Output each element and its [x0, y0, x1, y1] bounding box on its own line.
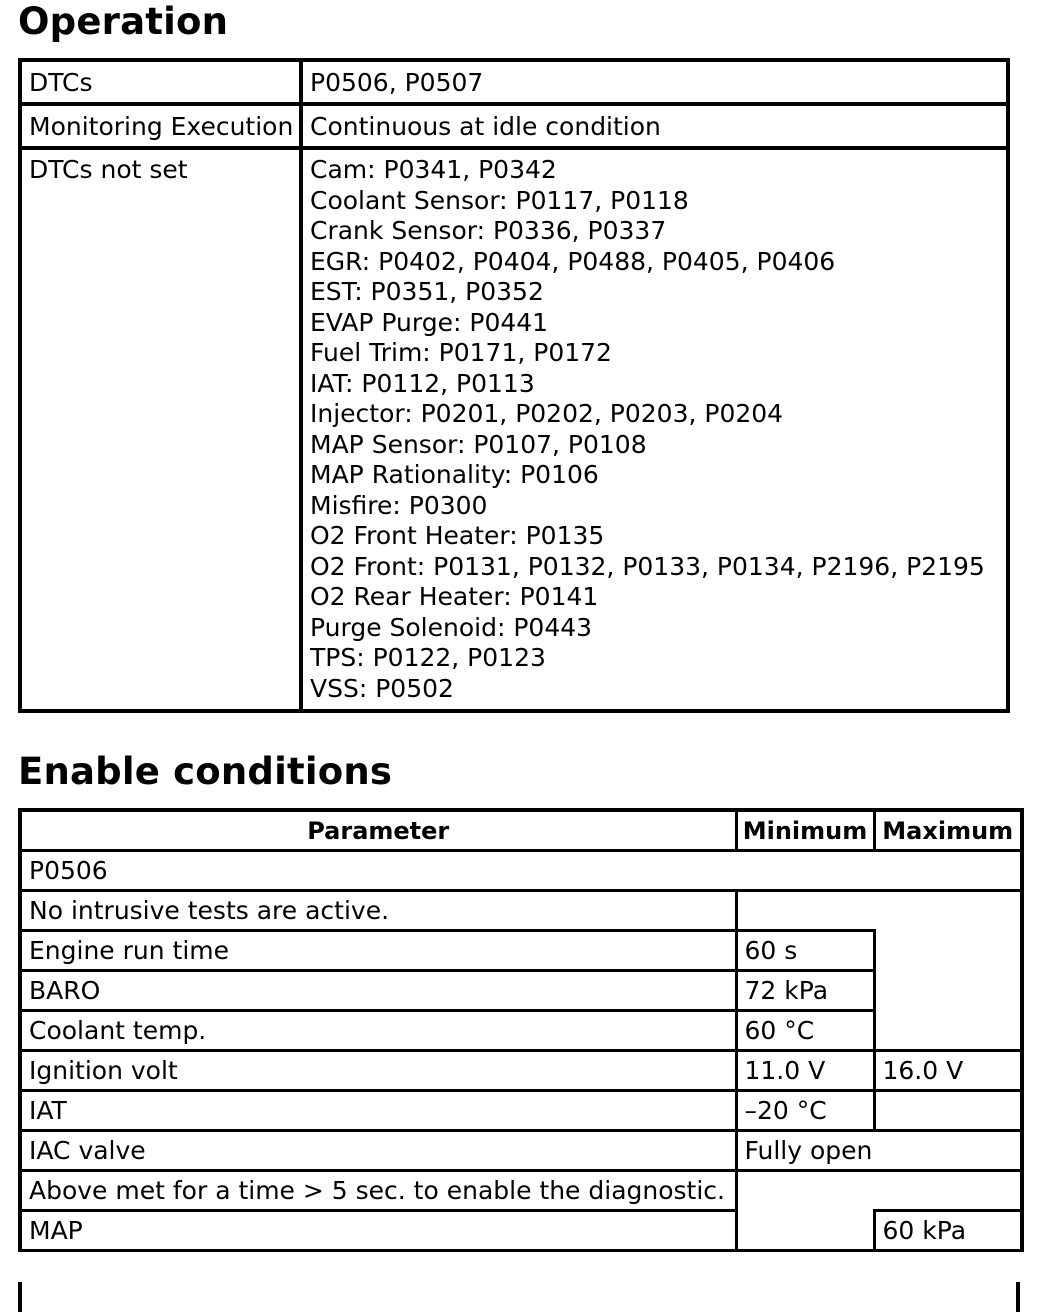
minimum-header: Minimum	[736, 810, 874, 851]
table-row	[20, 148, 1008, 711]
table-row	[20, 1091, 1022, 1131]
dtcs-not-set-list	[301, 148, 1008, 711]
table-continuation-left-border	[18, 1282, 22, 1312]
table-row	[20, 971, 1022, 1011]
param-cell: Coolant temp.	[20, 1011, 736, 1051]
table-row	[20, 60, 1008, 104]
maximum-header: Maximum	[874, 810, 1022, 851]
list-item: MAP Sensor: P0107, P0108	[310, 429, 647, 459]
list-item: Purge Solenoid: P0443	[310, 612, 593, 642]
table-row	[20, 931, 1022, 971]
table-row	[20, 1211, 1022, 1251]
param-cell: IAT	[20, 1091, 736, 1131]
empty-cell	[874, 1091, 1022, 1131]
min-cell: 60 s	[736, 931, 874, 971]
list-item: TPS: P0122, P0123	[310, 643, 546, 672]
dtcs-not-set-label: DTCs not set	[20, 148, 301, 711]
min-cell: 60 °C	[736, 1011, 874, 1051]
list-item: IAT: P0112, P0113	[310, 368, 535, 398]
list-item: O2 Rear Heater: P0141	[310, 582, 599, 611]
param-cell: Engine run time	[20, 931, 736, 971]
empty-cell	[874, 931, 1022, 971]
list-item: Misfire: P0300	[310, 490, 488, 520]
table-row	[20, 1051, 1022, 1091]
list-item: EVAP Purge: P0441	[310, 307, 549, 337]
list-item: Injector: P0201, P0202, P0203, P0204	[310, 399, 784, 428]
enable-conditions-table	[18, 808, 1024, 1252]
dtcs-value: P0506, P0507	[301, 60, 1008, 104]
header-row	[20, 810, 1022, 851]
list-item: Crank Sensor: P0336, P0337	[310, 216, 667, 245]
max-cell: 16.0 V	[874, 1051, 1022, 1091]
param-cell: Above met for a time > 5 sec. to enable the diagnostic.	[20, 1171, 736, 1211]
dtcs-label: DTCs	[20, 60, 301, 104]
table-row	[20, 1131, 1022, 1171]
list-item: EST: P0351, P0352	[310, 277, 544, 306]
list-item: Fuel Trim: P0171, P0172	[310, 338, 612, 367]
table-row	[20, 1171, 1022, 1211]
min-cell: 11.0 V	[736, 1051, 874, 1091]
param-cell: IAC valve	[20, 1131, 736, 1171]
monitoring-label: Monitoring Execution	[20, 104, 301, 148]
table-row	[20, 1011, 1022, 1051]
param-cell: MAP	[20, 1211, 736, 1251]
empty-cell	[874, 971, 1022, 1011]
empty-cell	[736, 1171, 1022, 1211]
table-row	[20, 104, 1008, 148]
param-cell: BARO	[20, 971, 736, 1011]
list-item: MAP Rationality: P0106	[310, 460, 599, 489]
list-item: VSS: P0502	[310, 673, 454, 703]
min-cell: 72 kPa	[736, 971, 874, 1011]
list-item: O2 Front: P0131, P0132, P0133, P0134, P2196, P2195	[310, 551, 985, 581]
empty-cell	[874, 1011, 1022, 1051]
param-cell: No intrusive tests are active.	[20, 891, 736, 931]
list-item: Cam: P0341, P0342	[310, 155, 557, 184]
min-cell: –20 °C	[736, 1091, 874, 1131]
table-continuation-right-border	[1016, 1282, 1020, 1312]
list-item: EGR: P0402, P0404, P0488, P0405, P0406	[310, 246, 836, 276]
table-row	[20, 891, 1022, 931]
parameter-header: Parameter	[20, 810, 736, 851]
monitoring-value: Continuous at idle condition	[301, 104, 1008, 148]
span-cell: Fully open	[736, 1131, 1022, 1171]
list-item: O2 Front Heater: P0135	[310, 521, 605, 550]
operation-heading: Operation	[18, 0, 229, 43]
list-item: Coolant Sensor: P0117, P0118	[310, 185, 689, 215]
table-row	[20, 851, 1022, 891]
group-label: P0506	[20, 851, 1022, 891]
empty-cell	[736, 1211, 874, 1251]
operation-table	[18, 58, 1010, 713]
empty-cell	[736, 891, 1022, 931]
enable-conditions-heading: Enable conditions	[18, 750, 393, 793]
param-cell: Ignition volt	[20, 1051, 736, 1091]
max-cell: 60 kPa	[874, 1211, 1022, 1251]
